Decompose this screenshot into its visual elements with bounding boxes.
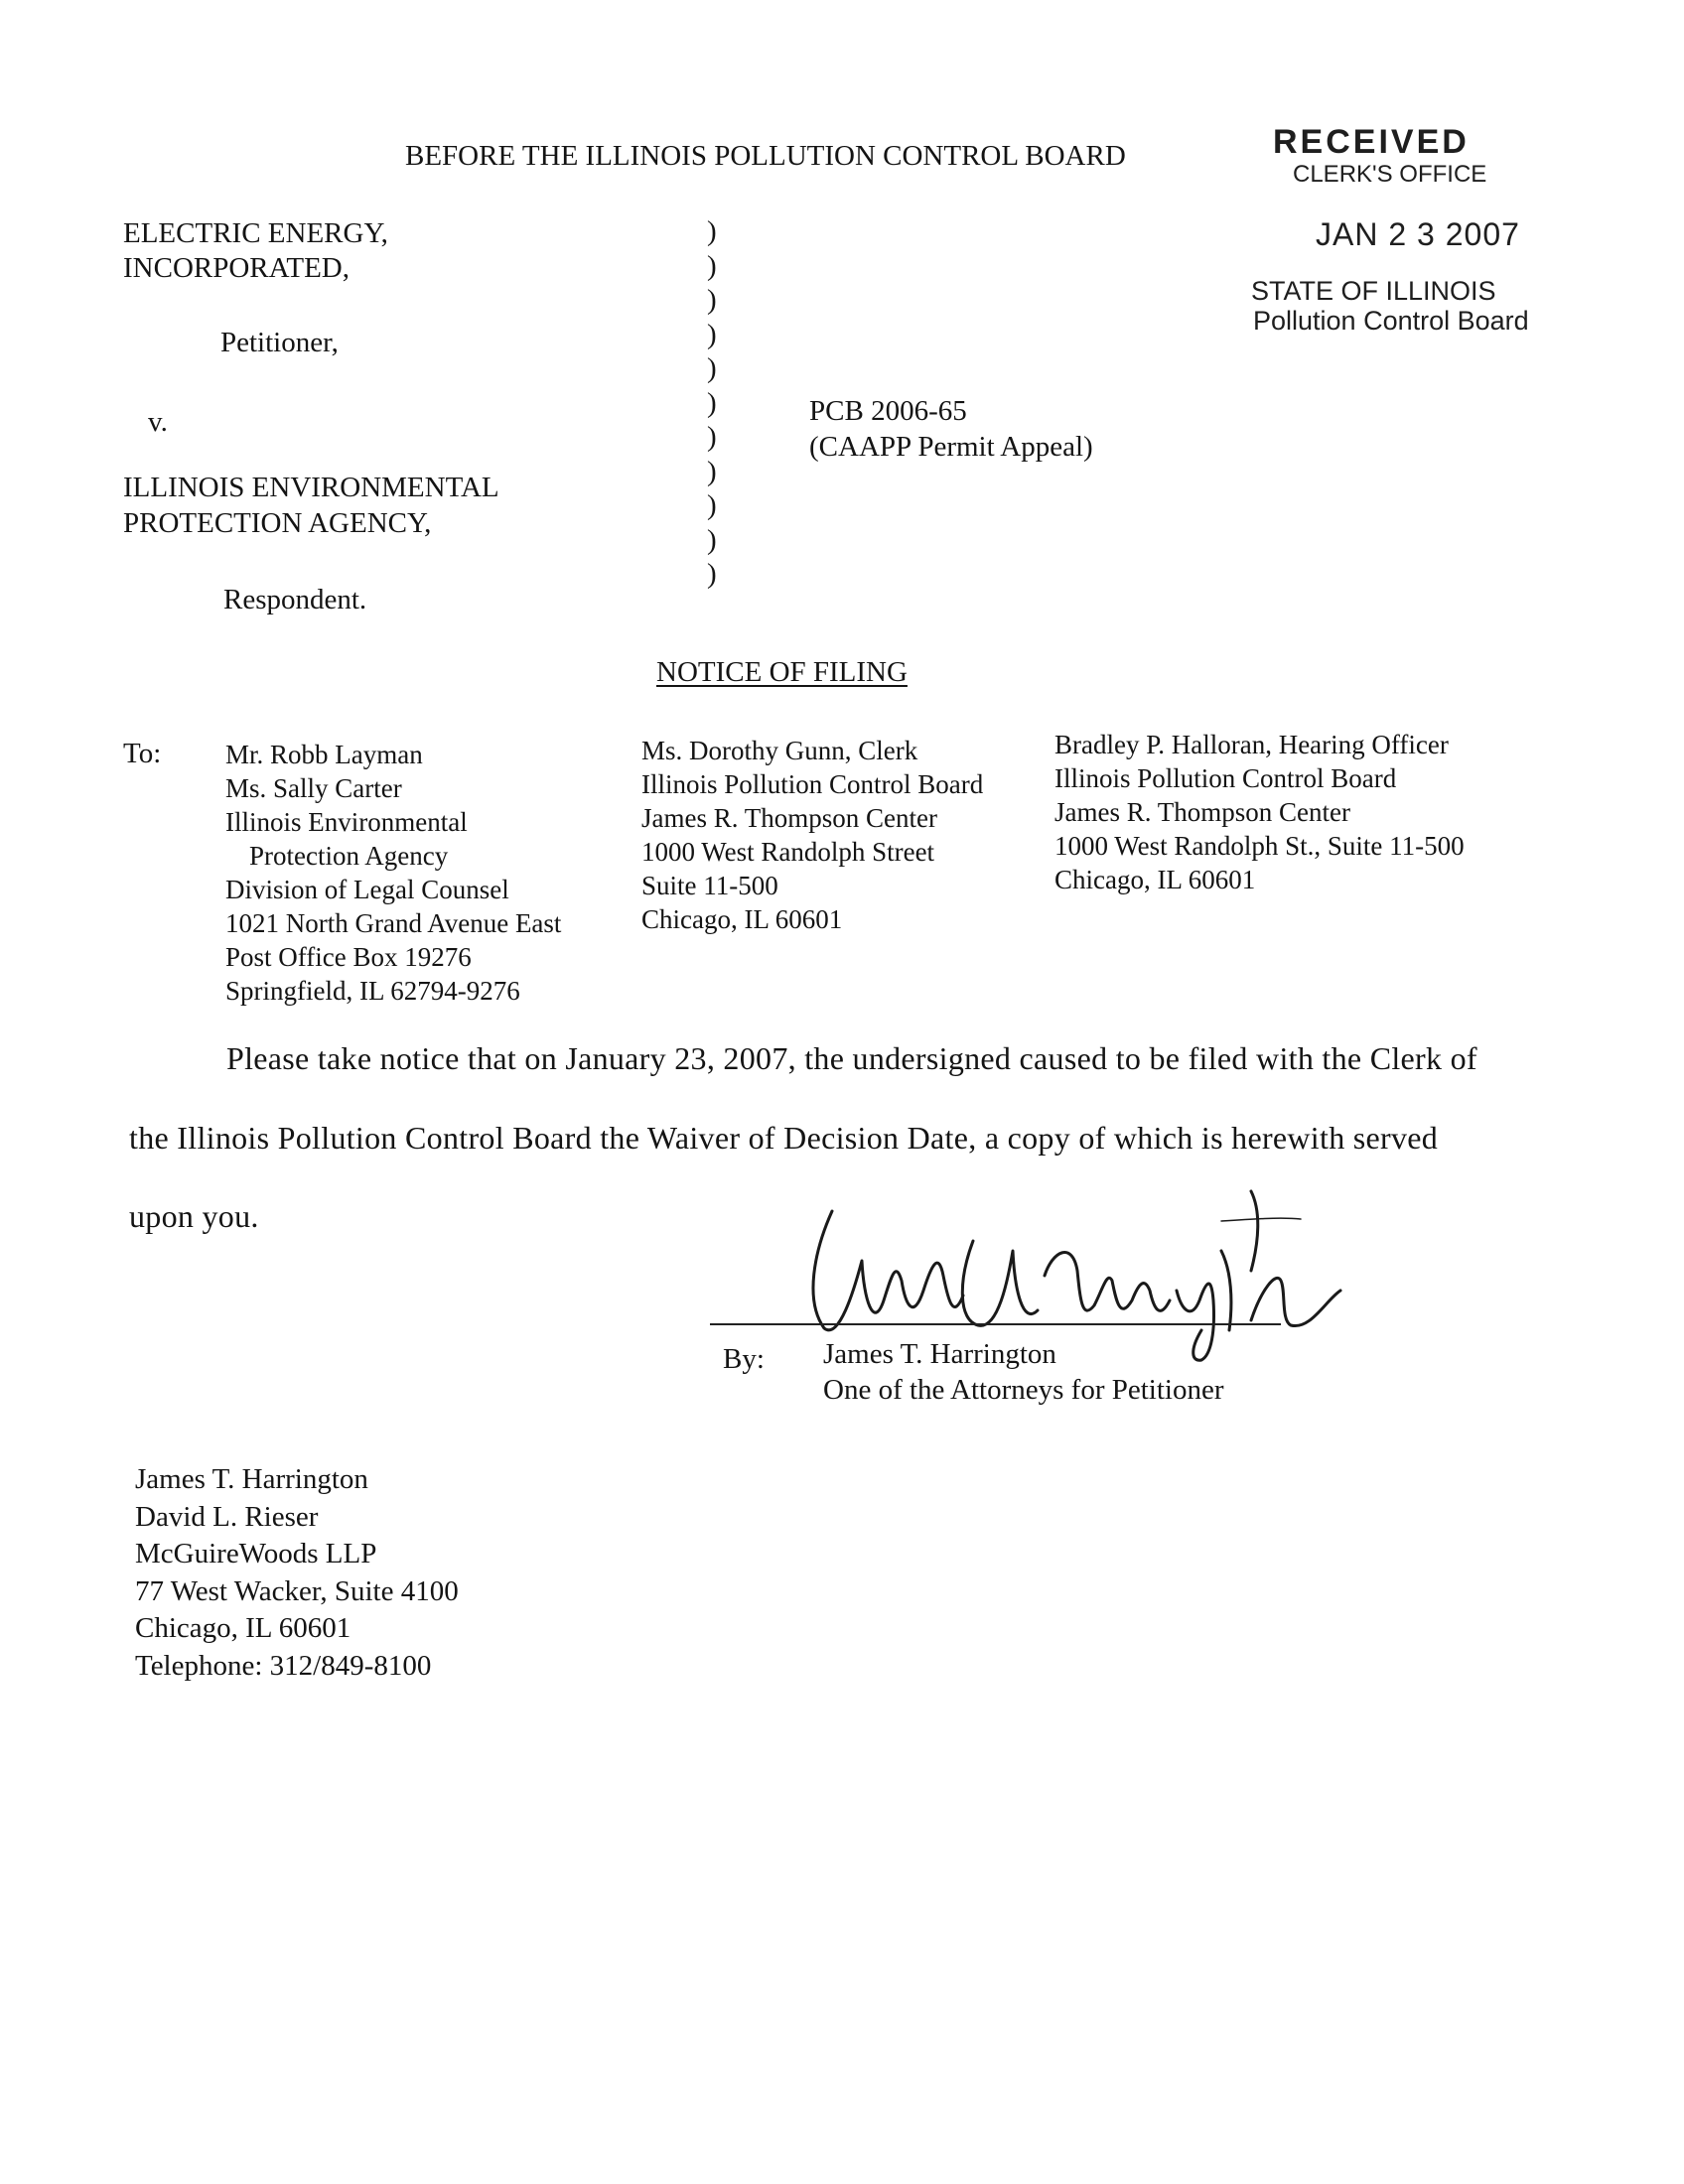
caption-paren: )	[707, 284, 717, 316]
recipient-clerk	[641, 734, 983, 936]
petitioner-name-line-2: INCORPORATED,	[123, 252, 350, 284]
notice-body-line-2: the Illinois Pollution Control Board the Waiver of Decision Date, a copy of which is herewith served	[129, 1120, 1439, 1156]
received-stamp: RECEIVED	[1273, 123, 1470, 161]
by-label: By:	[723, 1343, 765, 1375]
counsel-line: Chicago, IL 60601	[135, 1612, 351, 1644]
recipient-iepa-line: Post Office Box 19276	[225, 942, 472, 972]
notice-body-line-1: Please take notice that on January 23, 2007, the undersigned caused to be filed with the Clerk of	[226, 1040, 1477, 1076]
case-number: PCB 2006-65	[809, 395, 967, 427]
court-heading: BEFORE THE ILLINOIS POLLUTION CONTROL BOARD	[405, 140, 1126, 172]
counsel-line: Telephone: 312/849-8100	[135, 1649, 432, 1682]
recipient-iepa	[225, 738, 561, 1008]
caption-paren: )	[707, 523, 717, 556]
signer-name: James T. Harrington	[823, 1338, 1056, 1370]
recipient-clerk-line: Ms. Dorothy Gunn, Clerk	[641, 736, 918, 765]
caption-paren: )	[707, 386, 717, 419]
notice-body-line-3: upon you.	[129, 1198, 259, 1234]
caption-paren: )	[707, 318, 717, 350]
caption-paren: )	[707, 352, 717, 384]
respondent-name-line-2: PROTECTION AGENCY,	[123, 507, 432, 539]
recipient-iepa-line: 1021 North Grand Avenue East	[225, 908, 562, 938]
recipient-hearing-officer-line: James R. Thompson Center	[1054, 797, 1350, 827]
stamp-state: STATE OF ILLINOIS	[1251, 276, 1496, 306]
caption-paren: )	[707, 421, 717, 453]
recipient-hearing-officer	[1054, 728, 1465, 896]
recipient-clerk-line: Suite 11-500	[641, 871, 778, 900]
counsel-line: James T. Harrington	[135, 1463, 368, 1495]
caption-paren: )	[707, 249, 717, 282]
caption-paren-column	[707, 214, 717, 592]
respondent-role: Respondent.	[223, 584, 367, 615]
recipient-hearing-officer-line: Bradley P. Halloran, Hearing Officer	[1054, 730, 1449, 759]
recipient-iepa-line: Mr. Robb Layman	[225, 740, 423, 769]
to-label: To:	[123, 738, 162, 769]
recipient-hearing-officer-line: Chicago, IL 60601	[1054, 865, 1256, 894]
signer-title: One of the Attorneys for Petitioner	[823, 1374, 1224, 1406]
recipient-iepa-line: Springfield, IL 62794-9276	[225, 976, 520, 1006]
recipient-iepa-line: Protection Agency	[249, 841, 449, 871]
caption-paren: )	[707, 455, 717, 487]
caption-paren: )	[707, 215, 717, 247]
recipient-clerk-line: Chicago, IL 60601	[641, 904, 843, 934]
recipient-clerk-line: Illinois Pollution Control Board	[641, 769, 984, 799]
recipient-iepa-line: Division of Legal Counsel	[225, 875, 509, 904]
stamp-board: Pollution Control Board	[1253, 306, 1529, 336]
counsel-line: David L. Rieser	[135, 1500, 319, 1533]
caption-paren: )	[707, 558, 717, 590]
notice-title: NOTICE OF FILING	[656, 656, 908, 688]
signature-line	[710, 1323, 1281, 1325]
stamp-date: JAN 2 3 2007	[1316, 216, 1520, 252]
recipient-clerk-line: James R. Thompson Center	[641, 803, 937, 833]
recipient-iepa-line: Illinois Environmental	[225, 807, 468, 837]
caption-paren: )	[707, 489, 717, 521]
case-type: (CAAPP Permit Appeal)	[809, 431, 1093, 463]
petitioner-name-line-1: ELECTRIC ENERGY,	[123, 217, 388, 249]
versus-label: v.	[148, 406, 168, 438]
counsel-line: McGuireWoods LLP	[135, 1538, 377, 1570]
petitioner-role: Petitioner,	[220, 327, 339, 358]
counsel-line: 77 West Wacker, Suite 4100	[135, 1574, 459, 1607]
respondent-name-line-1: ILLINOIS ENVIRONMENTAL	[123, 472, 499, 503]
recipient-iepa-line: Ms. Sally Carter	[225, 773, 402, 803]
recipient-hearing-officer-line: 1000 West Randolph St., Suite 11-500	[1054, 831, 1465, 861]
recipient-clerk-line: 1000 West Randolph Street	[641, 837, 935, 867]
recipient-hearing-officer-line: Illinois Pollution Control Board	[1054, 763, 1397, 793]
counsel-block	[135, 1461, 459, 1685]
clerks-office-stamp: CLERK'S OFFICE	[1293, 161, 1487, 188]
